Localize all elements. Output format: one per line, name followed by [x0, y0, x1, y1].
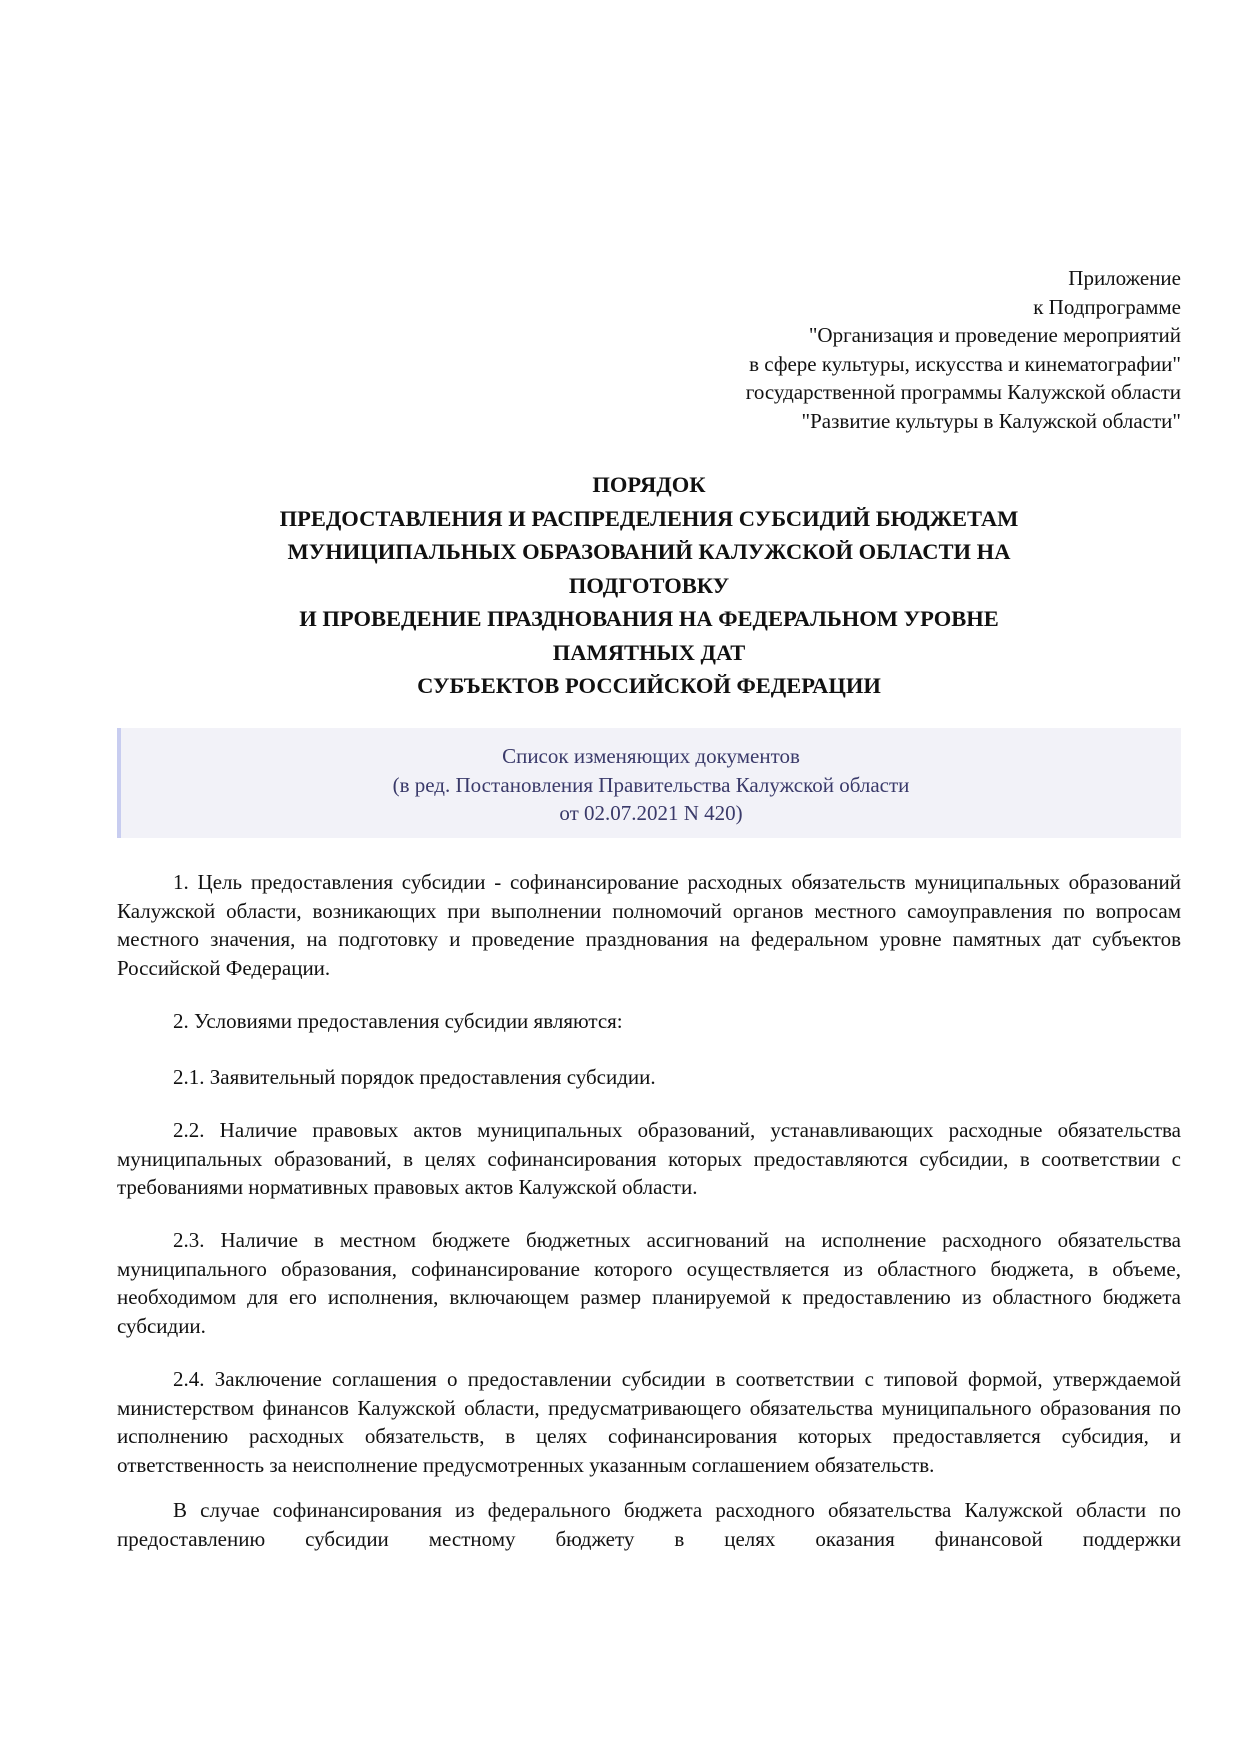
paragraph-2-3: 2.3. Наличие в местном бюджете бюджетных ассигнований на исполнение расходного обязательства муниципального образования, софинансирование которого осуществляется из областного бюджета, в объеме, необходимом для его исполнения, включающем размер планируемой к предоставлению из областного бюджета субсидии.	[117, 1228, 1181, 1338]
title-line: ПАМЯТНЫХ ДАТ	[552, 639, 746, 665]
title-line: И ПРОВЕДЕНИЕ ПРАЗДНОВАНИЯ НА ФЕДЕРАЛЬНОМ УРОВНЕ	[299, 606, 999, 631]
amending-documents-box	[117, 728, 1181, 838]
title-line: СУБЪЕКТОВ РОССИЙСКОЙ ФЕДЕРАЦИИ	[417, 673, 881, 698]
title-line: ПОДГОТОВКУ	[568, 572, 730, 598]
changes-line: Список изменяющих документов	[502, 744, 800, 768]
changes-line: (в ред. Постановления Правительства Калужской области	[392, 772, 910, 797]
document-title	[117, 468, 1181, 703]
title-line: МУНИЦИПАЛЬНЫХ ОБРАЗОВАНИЙ КАЛУЖСКОЙ ОБЛАСТИ НА	[287, 539, 1011, 564]
paragraph-2: 2. Условиями предоставления субсидии являются:	[173, 1009, 623, 1033]
appendix-header	[746, 264, 1181, 435]
appendix-line: государственной программы Калужской области	[745, 380, 1181, 404]
paragraph-2-1: 2.1. Заявительный порядок предоставления субсидии.	[173, 1065, 656, 1089]
title-line: ПРЕДОСТАВЛЕНИЯ И РАСПРЕДЕЛЕНИЯ СУБСИДИЙ БЮДЖЕТАМ	[279, 505, 1019, 531]
appendix-line: к Подпрограмме	[1033, 294, 1181, 319]
paragraph-2-4: 2.4. Заключение соглашения о предоставлении субсидии в соответствии с типовой формой, утверждаемой министерством финансов Калужской области, предусматривающего обязательства муниципального образования по исполнению расходных обязательств, в целях софинансирования которых предоставляется субсидия, и ответственность за неисполнение предусмотренных указанным соглашением обязательств.	[117, 1367, 1181, 1477]
title-line: ПОРЯДОК	[592, 472, 706, 497]
paragraph-1: 1. Цель предоставления субсидии - софинансирование расходных обязательств муниципальных образований Калужской области, возникающих при выполнении полномочий органов местного самоуправления по вопросам местного значения, на подготовку и проведение празднования на федеральном уровне памятных дат субъектов Российской Федерации.	[117, 870, 1181, 980]
appendix-line: "Организация и проведение мероприятий	[808, 323, 1181, 347]
paragraph-cofinancing: В случае софинансирования из федерального бюджета расходного обязательства Калужской области по предоставлению субсидии местному бюджету в целях оказания финансовой поддержки	[117, 1498, 1181, 1551]
appendix-line: в сфере культуры, искусства и кинематографии"	[749, 351, 1181, 376]
appendix-line: "Развитие культуры в Калужской области"	[801, 408, 1181, 433]
paragraph-2-2: 2.2. Наличие правовых актов муниципальных образований, устанавливающих расходные обязательства муниципальных образований, в целях софинансирования которых предоставляются субсидии, в соответствии с требованиями нормативных правовых актов Калужской области.	[117, 1118, 1181, 1199]
appendix-line: Приложение	[1068, 266, 1181, 290]
changes-line: от 02.07.2021 N 420)	[559, 801, 743, 825]
